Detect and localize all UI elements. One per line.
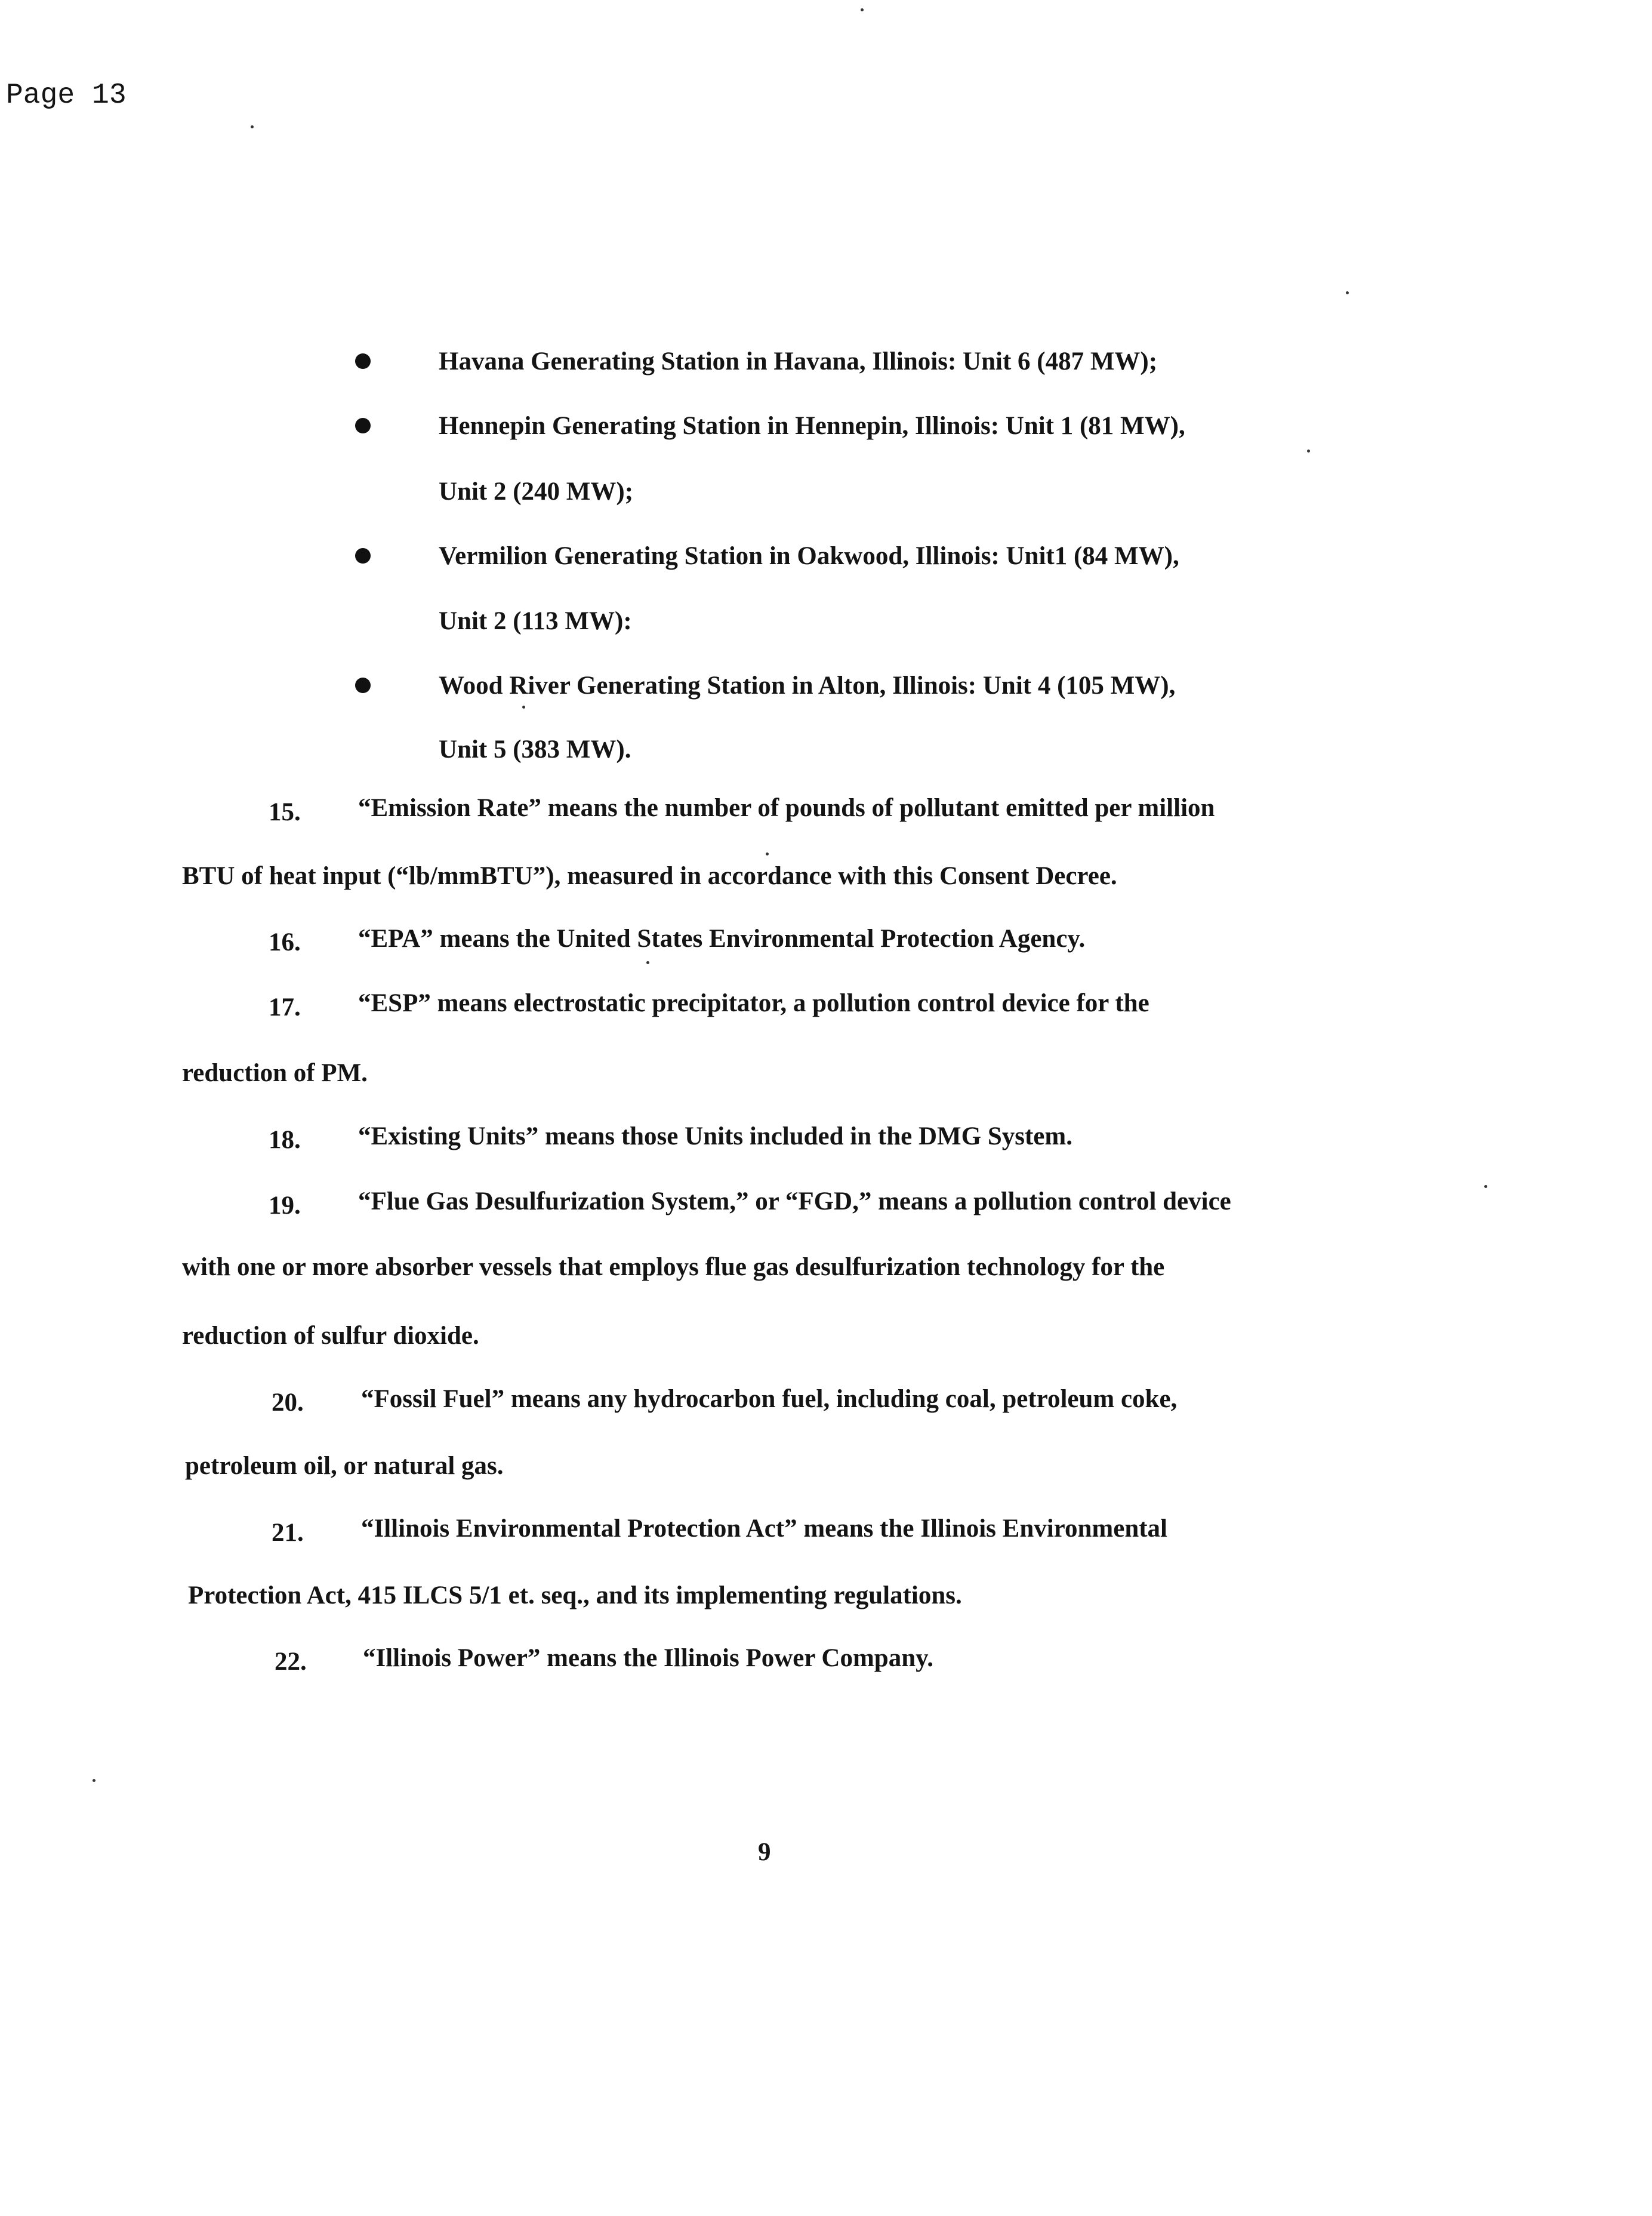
paragraph-number: 18. <box>269 1126 301 1154</box>
scan-speck <box>522 706 525 709</box>
definition-text: “Illinois Environmental Protection Act” means the Illinois Environmental <box>361 1515 1167 1543</box>
definition-text: “Existing Units” means those Units included in the DMG System. <box>358 1122 1072 1150</box>
definition-text: reduction of sulfur dioxide. <box>182 1322 479 1350</box>
scan-speck <box>1484 1185 1487 1188</box>
bullet-line: Hennepin Generating Station in Hennepin, Illinois: Unit 1 (81 MW), <box>439 412 1185 440</box>
paragraph-number: 21. <box>272 1519 304 1547</box>
definition-text: BTU of heat input (“lb/mmBTU”), measured in accordance with this Consent Decree. <box>182 862 1117 890</box>
page-label: Page 13 <box>6 79 127 112</box>
scan-speck <box>646 961 649 964</box>
paragraph-number: 22. <box>275 1648 307 1676</box>
scan-speck <box>93 1779 95 1782</box>
bullet-line: Unit 5 (383 MW). <box>439 735 631 764</box>
definition-text: “Emission Rate” means the number of pounds of pollutant emitted per million <box>358 794 1215 822</box>
bullet-line: Unit 2 (113 MW): <box>439 607 632 635</box>
definition-text: with one or more absorber vessels that employs flue gas desulfurization technology for the <box>182 1253 1165 1281</box>
scan-speck <box>766 852 769 855</box>
bullet-dot <box>355 548 371 564</box>
bullet-line: Vermilion Generating Station in Oakwood, Illinois: Unit1 (84 MW), <box>439 542 1179 570</box>
bullet-line: Havana Generating Station in Havana, Illinois: Unit 6 (487 MW); <box>439 347 1158 376</box>
paragraph-number: 19. <box>269 1192 301 1220</box>
bullet-dot <box>355 418 371 433</box>
paragraph-number: 16. <box>269 928 301 956</box>
definition-text: Protection Act, 415 ILCS 5/1 et. seq., and its implementing regulations. <box>188 1581 962 1609</box>
bullet-dot <box>355 678 371 693</box>
definition-text: petroleum oil, or natural gas. <box>185 1452 504 1480</box>
paragraph-number: 15. <box>269 798 301 826</box>
bullet-line: Unit 2 (240 MW); <box>439 478 634 506</box>
scan-speck <box>251 125 254 128</box>
definition-text: “Fossil Fuel” means any hydrocarbon fuel, including coal, petroleum coke, <box>361 1385 1178 1413</box>
scan-speck <box>1307 450 1310 453</box>
definition-text: “ESP” means electrostatic precipitator, a pollution control device for the <box>358 989 1149 1017</box>
definition-text: “Flue Gas Desulfurization System,” or “FGD,” means a pollution control device <box>358 1187 1231 1215</box>
definition-text: “EPA” means the United States Environmental Protection Agency. <box>358 925 1086 953</box>
page-number: 9 <box>758 1838 771 1866</box>
paragraph-number: 17. <box>269 993 301 1021</box>
definition-text: “Illinois Power” means the Illinois Power Company. <box>363 1644 933 1672</box>
bullet-line: Wood River Generating Station in Alton, Illinois: Unit 4 (105 MW), <box>439 672 1176 700</box>
definition-text: reduction of PM. <box>182 1059 368 1087</box>
scan-speck <box>1346 291 1349 294</box>
scan-speck <box>861 8 864 11</box>
bullet-dot <box>355 353 371 369</box>
paragraph-number: 20. <box>272 1389 304 1417</box>
